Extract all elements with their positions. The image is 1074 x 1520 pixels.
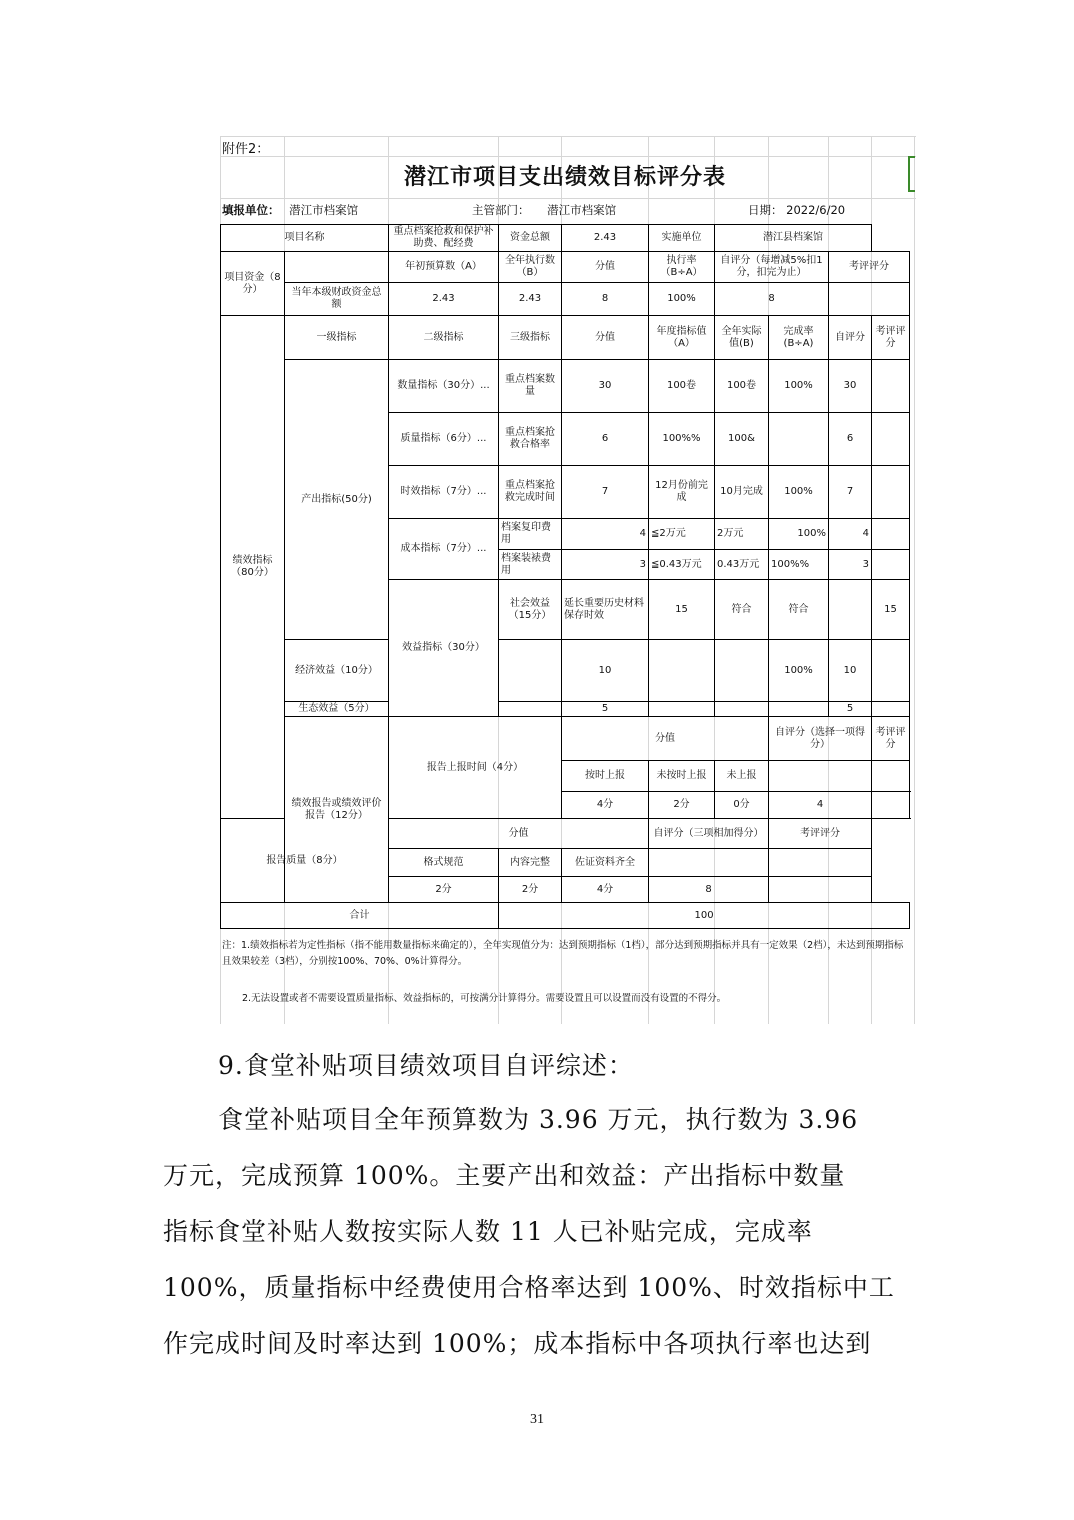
- exec-header: 全年执行数（B）: [499, 252, 562, 283]
- attachment-label: 附件2：: [222, 142, 270, 157]
- rt-none-value: 0分: [715, 792, 769, 819]
- fund-section-label: 项目资金（8分）: [221, 252, 285, 316]
- cost1-target: ≦2万元: [649, 519, 715, 550]
- econ-rate: 100%: [769, 640, 829, 702]
- fin-score: 8: [562, 283, 649, 316]
- qty-actual: 100卷: [715, 360, 769, 413]
- qual-target: 100%%: [649, 413, 715, 466]
- rq-format: 格式规范: [389, 849, 499, 877]
- perf-score-header: 分值: [562, 316, 649, 360]
- actual-header: 全年实际值(B): [715, 316, 769, 360]
- social-score: 15: [649, 580, 715, 640]
- score-table: [220, 224, 910, 929]
- fin-exec: 2.43: [499, 283, 562, 316]
- rate-header: 执行率（B÷A）: [649, 252, 715, 283]
- rt-ontime-value: 4分: [562, 792, 649, 819]
- qual-l2: 质量指标（6分）...: [389, 413, 499, 466]
- qty-l2: 数量指标（30分）...: [389, 360, 499, 413]
- note-1: 注：1.绩效指标若为定性指标（指不能用数量指标来确定的），全年实现值分为：达到预期指标（1档），部分达到预期指标并具有一定效果（2档），未达到预期指标且效果较差（3档），分别按100%、70%、0%计算得分。: [222, 940, 904, 967]
- total-label: 合计: [221, 903, 499, 929]
- paragraph-line-3: 指标食堂补贴人数按实际人数 11 人已补贴完成，完成率: [163, 1217, 813, 1246]
- dept-label: 主管部门：: [472, 203, 530, 217]
- rq-self-header: 自评分（三项相加得分）: [649, 819, 769, 849]
- eco-l2: 生态效益（5分）: [285, 702, 389, 717]
- eval-score-header: 考评评分: [872, 316, 910, 360]
- section-heading: 9.食堂补贴项目绩效项目自评综述：: [218, 1051, 634, 1080]
- cost2-actual: 0.43万元: [715, 550, 769, 580]
- rq-self-value: 8: [649, 877, 769, 903]
- cost1-score: 4: [562, 519, 649, 550]
- paragraph-line-2: 万元，完成预算 100%。主要产出和效益：产出指标中数量: [163, 1161, 846, 1190]
- rt-late-value: 2分: [649, 792, 715, 819]
- eco-score: 5: [562, 702, 649, 717]
- date-value: 2022/6/20: [786, 203, 846, 217]
- qual-actual: 100&: [715, 413, 769, 466]
- econ-self: 10: [829, 640, 872, 702]
- target-header: 年度指标值（A）: [649, 316, 715, 360]
- sheet-title: 潜江市项目支出绩效目标评分表: [403, 165, 726, 190]
- paragraph-line-5: 作完成时间及时率达到 100%；成本指标中各项执行率也达到: [163, 1329, 872, 1358]
- project-name-label: 项目名称: [221, 225, 389, 252]
- scanned-score-sheet: [220, 136, 916, 1024]
- time-actual: 10月完成: [715, 466, 769, 519]
- lvl1-header: 一级指标: [285, 316, 389, 360]
- econ-l2: 经济效益（10分）: [285, 640, 389, 702]
- social-l3: 延长重要历史材料保存时效: [562, 580, 649, 640]
- date-label: 日期：: [748, 203, 783, 217]
- time-rate: 100%: [769, 466, 829, 519]
- qual-l3: 重点档案抢救合格率: [499, 413, 562, 466]
- time-score: 7: [562, 466, 649, 519]
- cost2-score: 3: [562, 550, 649, 580]
- rt-ontime: 按时上报: [562, 761, 649, 792]
- complete-header: 完成率(B÷A): [769, 316, 829, 360]
- effect-indicator-label: 效益指标（30分）: [389, 580, 499, 717]
- social-actual: 符合: [769, 580, 829, 640]
- cost2-rate: 100%%: [769, 550, 829, 580]
- rq-evidence-value: 4分: [562, 877, 649, 903]
- time-l3: 重点档案抢救完成时间: [499, 466, 562, 519]
- rq-evidence: 佐证资料齐全: [562, 849, 649, 877]
- social-l2: 社会效益（15分）: [499, 580, 562, 640]
- fin-rate: 100%: [649, 283, 715, 316]
- rt-none: 未上报: [715, 761, 769, 792]
- perf-section-label: 绩效指标（80分）: [221, 316, 285, 819]
- fill-unit-label: 填报单位：: [222, 203, 280, 217]
- qty-self: 30: [829, 360, 872, 413]
- lvl3-header: 三级指标: [499, 316, 562, 360]
- rq-content-value: 2分: [499, 877, 562, 903]
- qty-rate: 100%: [769, 360, 829, 413]
- rt-late: 未按时上报: [649, 761, 715, 792]
- cost1-l3: 档案复印费用: [499, 519, 562, 550]
- qual-score: 6: [562, 413, 649, 466]
- cell-selection-marker: [908, 156, 915, 192]
- qty-l3: 重点档案数量: [499, 360, 562, 413]
- note-2: 2.无法设置或者不需要设置质量指标、效益指标的，可按满分计算得分。需要设置且可以设置而没有设置的不得分。: [242, 993, 727, 1004]
- time-target: 12月份前完成: [649, 466, 715, 519]
- fin-budget: 2.43: [389, 283, 499, 316]
- rt-eval-header: 考评评分: [872, 717, 910, 761]
- project-name-value: 重点档案抢救和保护补助费、配经费: [389, 225, 499, 252]
- paragraph-line-1: 食堂补贴项目全年预算数为 3.96 万元，执行数为 3.96: [218, 1105, 859, 1134]
- eco-self: 5: [829, 702, 872, 717]
- fund-amount-label: 资金总额: [499, 225, 562, 252]
- cost1-rate: 100%: [769, 519, 829, 550]
- report-quality-label: 报告质量（8分）: [221, 819, 389, 903]
- cost1-self: 4: [829, 519, 872, 550]
- fill-unit-info: [222, 202, 358, 218]
- eval-header: 考评评分: [829, 252, 910, 283]
- time-self: 7: [829, 466, 872, 519]
- econ-score: 10: [562, 640, 649, 702]
- rq-content: 内容完整: [499, 849, 562, 877]
- time-l2: 时效指标（7分）...: [389, 466, 499, 519]
- cost2-l3: 档案装裱费用: [499, 550, 562, 580]
- fin-fund-label: 当年本级财政资金总额: [285, 283, 389, 316]
- social-target: 符合: [715, 580, 769, 640]
- fund-score-header: 分值: [562, 252, 649, 283]
- page-number: 31: [530, 1412, 544, 1427]
- cost2-target: ≦0.43万元: [649, 550, 715, 580]
- report-section-label: 绩效报告或绩效评价报告（12分）: [285, 717, 389, 903]
- impl-unit-label: 实施单位: [649, 225, 715, 252]
- qty-target: 100卷: [649, 360, 715, 413]
- dept-value: 潜江市档案馆: [547, 203, 617, 217]
- report-time-label: 报告上报时间（4分）: [389, 717, 562, 819]
- cost2-self: 3: [829, 550, 872, 580]
- rt-self-value: 4: [769, 792, 872, 819]
- impl-unit-value: 潜江县档案馆: [715, 225, 872, 252]
- qual-self: 6: [829, 413, 872, 466]
- budget-header: 年初预算数（A）: [389, 252, 499, 283]
- total-value: 100: [499, 903, 910, 929]
- rq-format-value: 2分: [389, 877, 499, 903]
- self-score-header: 自评分: [829, 316, 872, 360]
- rt-self-header: 自评分（选择一项得分）: [769, 717, 872, 761]
- rt-score-header: 分值: [562, 717, 769, 761]
- qty-score: 30: [562, 360, 649, 413]
- output-indicator-label: 产出指标(50分): [285, 360, 389, 640]
- paragraph-line-4: 100%，质量指标中经费使用合格率达到 100%、时效指标中工: [163, 1273, 895, 1302]
- rq-eval-header: 考评评分: [769, 819, 872, 849]
- cost1-actual: 2万元: [715, 519, 769, 550]
- social-self: 15: [872, 580, 910, 640]
- self-score-rule-header: 自评分（每增减5%扣1分，扣完为止）: [715, 252, 829, 283]
- fund-amount-value: 2.43: [562, 225, 649, 252]
- date-info: [748, 202, 845, 218]
- cost-l2: 成本指标（7分）...: [389, 519, 499, 580]
- rq-score-header: 分值: [389, 819, 649, 849]
- dept-info: [472, 202, 616, 218]
- lvl2-header: 二级指标: [389, 316, 499, 360]
- fin-self: 8: [715, 283, 829, 316]
- fill-unit-value: 潜江市档案馆: [289, 203, 359, 217]
